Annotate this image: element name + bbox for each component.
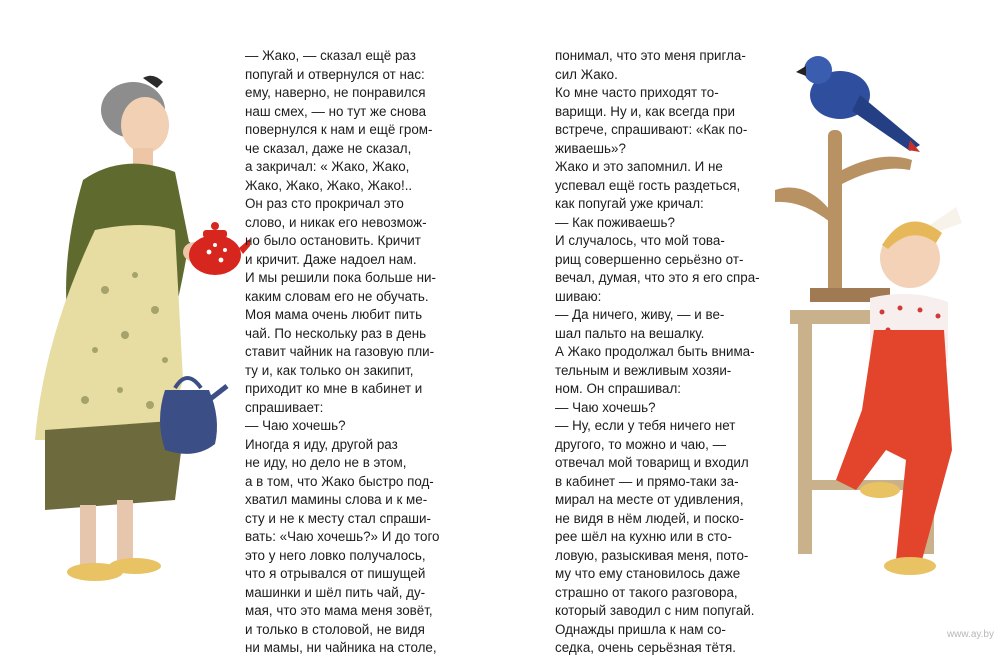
text-line: машинки и шёл пить чай, ду- [245, 584, 426, 600]
text-line: Ко мне часто приходят то- [555, 85, 719, 100]
text-line: повернулся к нам и ещё гром- [245, 122, 433, 137]
text-line: седка, очень серьёзная тётя. [555, 640, 737, 655]
child-shoe [884, 557, 936, 575]
text-line: страшно от такого разговора, [555, 584, 738, 600]
text-line: сил Жако. [555, 66, 618, 82]
text-column-right [555, 47, 780, 658]
text-line: Он раз сто прокричал это [245, 196, 404, 211]
text-line: рее шёл на кухню или в сто- [555, 529, 732, 544]
text-line: хватил мамины слова и к ме- [245, 492, 428, 507]
child-and-parrot-illustration [770, 40, 1000, 600]
text-line: ловую, разыскивая меня, пото- [555, 547, 749, 563]
watermark: www.ay.by [946, 629, 994, 640]
text-line: че сказал, даже не сказал, [245, 140, 412, 156]
text-line: шиваю: [555, 288, 602, 304]
text-line: мая, что это мама меня зовёт, [245, 603, 433, 618]
text-line: но было остановить. Кричит [245, 233, 421, 248]
text-column-left [245, 47, 475, 658]
text-line: шал пальто на вешалку. [555, 325, 705, 341]
apron [35, 225, 183, 440]
text-line: ставит чайник на газовую пли- [245, 344, 435, 359]
text-line: а закричал: « Жако, Жако, [245, 159, 410, 174]
text-line: — Да ничего, живу, — и ве- [555, 307, 725, 322]
text-line: каким словам его не обучать. [245, 288, 429, 304]
text-line: ном. Он спрашивал: [555, 381, 682, 396]
text-line: отвечал мой товарищ и входил [555, 455, 749, 470]
parrot-icon [796, 56, 920, 152]
text-line: и кричит. Даже надоел нам. [245, 251, 417, 267]
text-line: другого, то можно и чаю, — [555, 436, 726, 452]
text-line: который заводил с ним попугай. [555, 603, 755, 618]
text-line: И мы решили пока больше ни- [245, 270, 436, 285]
hair-bow [930, 207, 962, 231]
text-line: И случалось, что мой това- [555, 233, 725, 248]
child [836, 207, 962, 575]
text-line: попугай и отвернулся от нас: [245, 66, 425, 82]
text-line: ту и, как только он закипит, [245, 362, 414, 378]
text-line: что я отрывался от пишущей [245, 566, 426, 581]
overalls [836, 330, 952, 560]
text-line: — Как поживаешь? [555, 214, 675, 230]
text-line: варищи. Ну и, как всегда при [555, 103, 736, 119]
text-line: приходит ко мне в кабинет и [245, 381, 423, 396]
text-line: ему, наверно, не понравился [245, 85, 426, 100]
text-line: не видя в нём людей, и поско- [555, 510, 744, 526]
text-line: му что ему становилось даже [555, 566, 741, 581]
text-line: вечал, думая, что это я его спра- [555, 270, 760, 285]
text-line: понимал, что это меня пригла- [555, 48, 746, 63]
text-line: Иногда я иду, другой раз [245, 436, 398, 452]
face [121, 97, 169, 153]
text-line: в кабинет — и прямо-таки за- [555, 473, 739, 489]
text-line: — Чаю хочешь? [245, 418, 346, 433]
old-woman-illustration [25, 60, 250, 595]
text-line: сту и не к месту стал спраши- [245, 510, 431, 526]
text-line: мирал на месте от удивления, [555, 492, 744, 507]
text-line: не иду, но дело не в этом, [245, 455, 407, 470]
text-line: Моя мама очень любит пить [245, 307, 423, 322]
text-line: спрашивает: [245, 399, 324, 415]
text-line: Жако, Жако, Жако, Жако!.. [245, 177, 413, 193]
text-line: это у него ловко получалось, [245, 547, 426, 563]
text-line: Жако и это запомнил. И не [555, 159, 723, 174]
text-line: — Ну, если у тебя ничего нет [555, 418, 736, 433]
text-line: слово, и никак его невозмож- [245, 214, 427, 230]
text-line: как попугай уже кричал: [555, 196, 704, 211]
text-line: А Жако продолжал быть внима- [555, 344, 755, 359]
teapot-icon [189, 222, 250, 275]
text-line: живаешь»? [555, 140, 626, 156]
text-line: — Чаю хочешь? [555, 399, 656, 415]
text-line: чай. По нескольку раз в день [245, 325, 427, 341]
text-line: и только в столовой, не видя [245, 621, 425, 637]
right-shoe [109, 558, 161, 574]
text-line: — Жако, — сказал ещё раз [245, 48, 416, 63]
text-line: встрече, спрашивают: «Как по- [555, 122, 748, 137]
text-line: успевал ещё гость раздеться, [555, 177, 741, 193]
text-line: рищ совершенно серьёзно от- [555, 251, 744, 267]
text-line: вать: «Чаю хочешь?» И до того [245, 529, 440, 544]
text-line: тельным и вежливым хозяи- [555, 362, 732, 378]
text-line: ни мамы, ни чайника на столе, [245, 640, 437, 655]
text-line: а в том, что Жако быстро под- [245, 473, 434, 489]
text-line: Однажды пришла к нам со- [555, 621, 726, 637]
text-line: наш смех, — но тут же снова [245, 103, 427, 119]
